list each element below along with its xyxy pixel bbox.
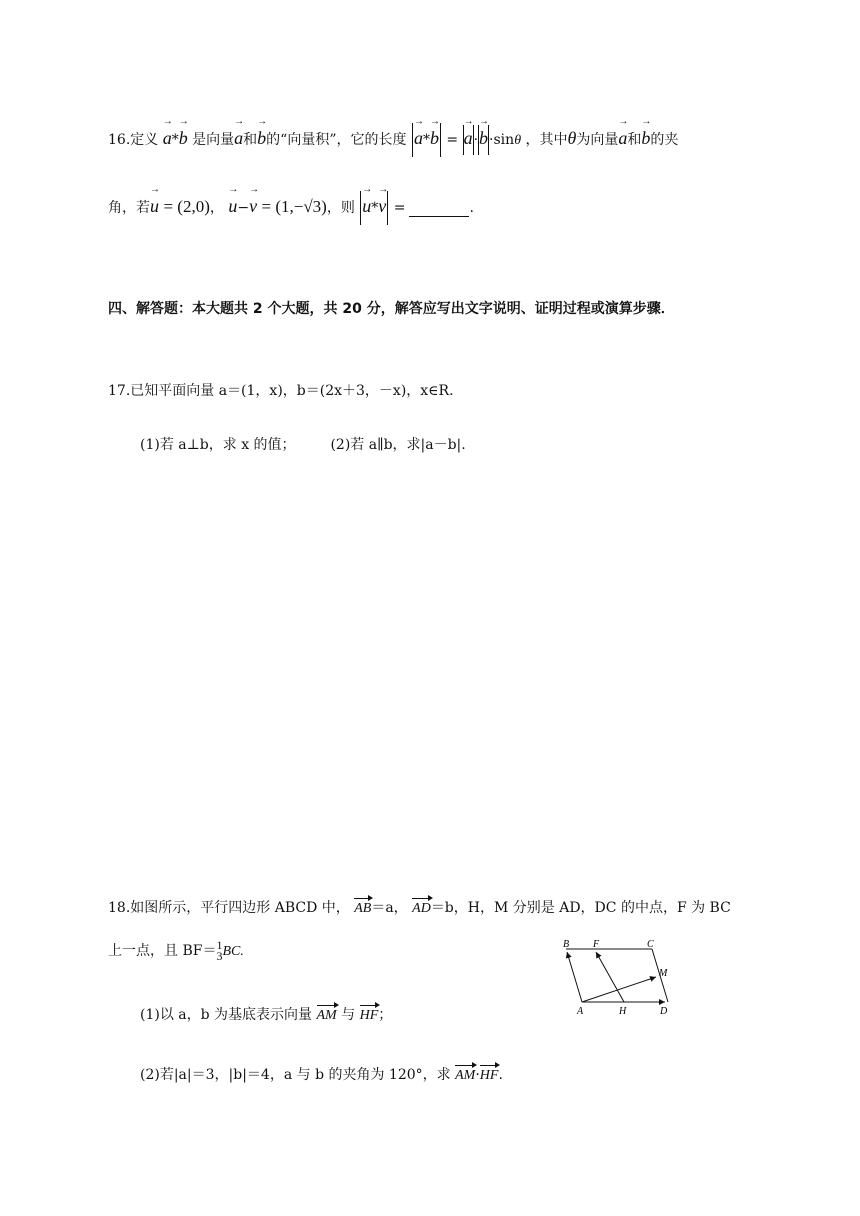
label-h: H bbox=[619, 1006, 627, 1017]
q16-text-l2: 角，若 bbox=[108, 200, 150, 216]
q18-line1: 18.如图所示，平行四边形 ABCD 中， AB＝a， AD＝b，H，M 分别是 AD，DC 的中点，F 为 BC bbox=[108, 900, 731, 916]
q16-text-7: 和 bbox=[627, 132, 642, 148]
q16-line1: 16.定义 → a*→ b 是向量→ a和→ b的“向量积”，它的长度 → a*→ b = → a·→ b·sinθ ，其中θ为向量→ a和→ b的夹 bbox=[108, 122, 678, 157]
q17-line1 bbox=[108, 380, 454, 400]
q16-text-1: 定义 bbox=[130, 132, 159, 148]
vector-ad: AD bbox=[412, 901, 431, 916]
q16-text-4: 的“向量积”，它的长度 bbox=[266, 132, 407, 148]
vector-hf: HF bbox=[359, 1008, 379, 1023]
vector-am: AM bbox=[316, 1008, 337, 1023]
label-b: B bbox=[563, 939, 570, 950]
section-heading bbox=[108, 298, 675, 318]
q16-line2: 角，若→ u = (2,0)， → u−→ v = (1,−√3)，则 → u*→ v = . bbox=[108, 190, 474, 225]
vec-a: → a bbox=[234, 122, 243, 149]
vec-a: → a bbox=[163, 122, 172, 149]
q17-stem: 17.已知平面向量 a＝(1，x)，b＝(2x＋3，－x)，x∈R. bbox=[108, 383, 454, 399]
q17-part1: (1)若 a⊥b，求 x 的值； bbox=[140, 437, 296, 453]
q16-text-5: ，其中 bbox=[525, 132, 568, 148]
q16-text-8: 的夹 bbox=[650, 132, 679, 148]
label-f: F bbox=[593, 939, 600, 950]
u-value: = (2,0) bbox=[163, 197, 210, 216]
section-4-title: 四、解答题：本大题共 2 个大题，共 20 分，解答应写出文字说明、证明过程或演算步骤． bbox=[108, 301, 675, 317]
vec-u: → u bbox=[150, 190, 159, 217]
q18-line2: 上一点，且 BF＝1 3BC. bbox=[108, 938, 244, 963]
label-c: C bbox=[647, 939, 654, 950]
q17-parts bbox=[140, 434, 466, 454]
answer-blank bbox=[409, 200, 469, 217]
vector-am: AM bbox=[455, 1068, 476, 1083]
q16-text-6: 为向量 bbox=[576, 132, 619, 148]
label-m: M bbox=[659, 968, 668, 979]
q18-part1: (1)以 a，b 为基底表示向量 AM 与 HF； bbox=[140, 1007, 393, 1023]
vector-hf: HF bbox=[479, 1068, 499, 1083]
vec-b: → b bbox=[257, 122, 266, 149]
label-a: A bbox=[577, 1006, 584, 1017]
parallelogram-figure bbox=[555, 935, 675, 1020]
vector-ab: AB bbox=[354, 901, 372, 916]
uv-value: = (1,−√3) bbox=[261, 197, 327, 216]
q18-part2: (2)若|a|＝3，|b|＝4，a 与 b 的夹角为 120°，求 AM·HF. bbox=[140, 1067, 503, 1083]
fraction-one-third: 1 3 bbox=[216, 938, 223, 963]
label-d: D bbox=[660, 1006, 668, 1017]
vec-b: → b bbox=[179, 122, 188, 149]
q16-text-2: 是向量 bbox=[192, 132, 235, 148]
q17-part2: (2)若 a∥b，求|a－b|. bbox=[330, 437, 466, 453]
q16-text-3: 和 bbox=[243, 132, 258, 148]
q16-number: 16. bbox=[108, 132, 131, 148]
